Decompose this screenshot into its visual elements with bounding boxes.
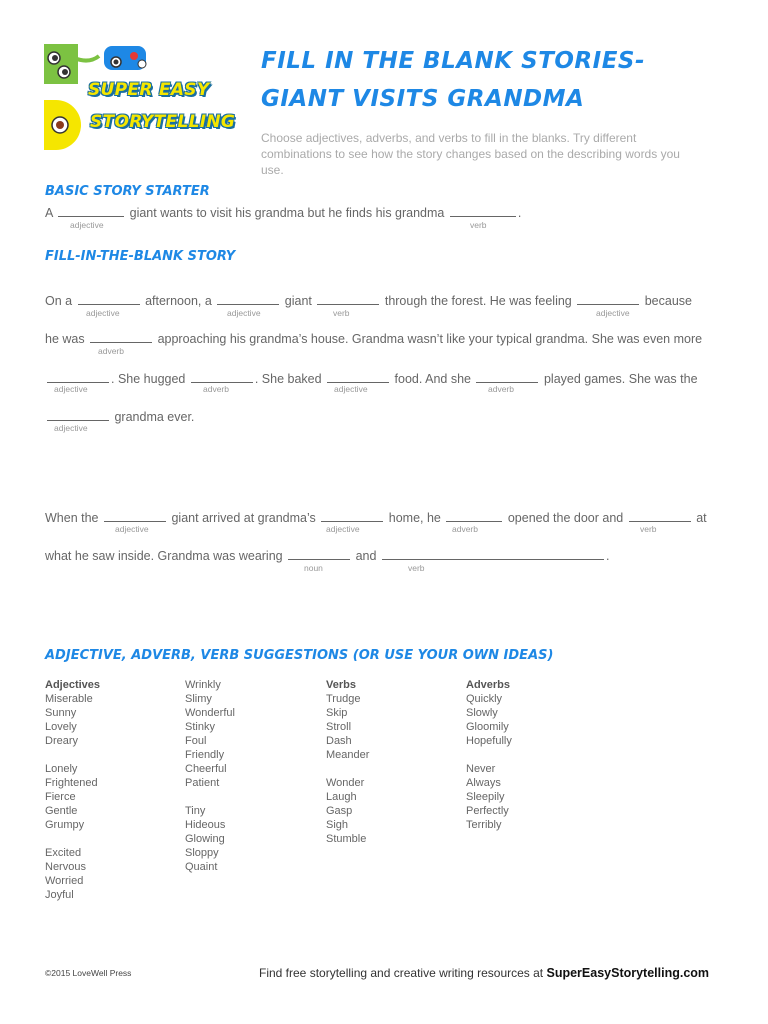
text: .: [605, 549, 610, 563]
text: what he saw inside. Grandma was wearing: [45, 549, 283, 563]
blank-field[interactable]: [217, 293, 279, 305]
footer-text: [259, 966, 709, 980]
suggestion-word: Dash: [326, 735, 352, 747]
text: through the forest. He was feeling: [384, 294, 572, 308]
adjectives-column-2: [185, 678, 235, 874]
suggestion-word: Quickly: [466, 693, 503, 705]
section-heading-story: FILL-IN-THE-BLANK STORY: [45, 249, 236, 264]
text: On a: [45, 294, 73, 308]
suggestion-word: Wrinkly: [185, 679, 221, 691]
text: he was: [45, 332, 85, 346]
text: at: [696, 511, 707, 525]
suggestion-word: Miserable: [45, 693, 93, 705]
verbs-column: [326, 678, 369, 846]
blank-field[interactable]: [191, 371, 253, 383]
suggestion-word: Excited: [45, 847, 82, 859]
intro-text: Choose adjectives, adverbs, and verbs to fill in the blanks. Try different combinations to see how the story changes based on the describing words you use.: [261, 131, 680, 177]
blank-field[interactable]: [78, 293, 140, 305]
logo-line2: STORYTELLING: [90, 112, 236, 132]
adjectives-column-1: [45, 678, 100, 902]
blank-field[interactable]: [47, 371, 109, 383]
suggestion-word: Patient: [185, 777, 220, 789]
suggestion-word: Quaint: [185, 861, 218, 873]
suggestion-word: Lonely: [45, 763, 78, 775]
suggestion-word: Dreary: [45, 735, 79, 747]
text: food. And she: [394, 372, 471, 386]
copyright: ©2015 LoveWell Press: [45, 968, 132, 978]
column-heading: Verbs: [326, 679, 356, 691]
starter-line: [45, 205, 521, 220]
blank-field[interactable]: [450, 205, 516, 217]
blank-field[interactable]: [47, 409, 109, 421]
monster-eyes-icon: [44, 44, 154, 84]
text: grandma ever.: [114, 410, 195, 424]
text: A: [45, 206, 53, 220]
story-line-3: [45, 371, 698, 386]
column-heading: Adjectives: [45, 679, 101, 691]
suggestion-word: Nervous: [45, 861, 86, 873]
story-line-6: [45, 548, 609, 563]
suggestion-word: Stinky: [185, 721, 215, 733]
blank-field[interactable]: [104, 510, 166, 522]
text: because: [644, 294, 692, 308]
blank-hint: adjective: [54, 384, 88, 394]
logo: [44, 44, 244, 152]
footer-message: Find free storytelling and creative writing resources at: [259, 966, 544, 980]
text: approaching his grandma’s house. Grandma wasn’t like your typical grandma. She was even more: [157, 332, 703, 346]
blank-hint: verb: [408, 563, 425, 573]
text: giant wants to visit his grandma but he finds his grandma: [129, 206, 445, 220]
blank-field[interactable]: [327, 371, 389, 383]
column-heading: Adverbs: [466, 679, 511, 691]
story-line-4: [45, 409, 194, 424]
suggestion-word: Sunny: [45, 707, 77, 719]
suggestion-word: Trudge: [326, 693, 361, 705]
suggestion-word: Tiny: [185, 805, 206, 817]
text: giant: [284, 294, 312, 308]
list-spacer: [466, 748, 512, 762]
suggestion-word: Lovely: [45, 721, 77, 733]
blank-hint: verb: [640, 524, 657, 534]
page-title-line1: FILL IN THE BLANK STORIES-: [261, 48, 646, 74]
blank-hint: adjective: [334, 384, 368, 394]
suggestion-word: Always: [466, 777, 501, 789]
suggestion-word: Skip: [326, 707, 348, 719]
suggestion-word: Gasp: [326, 805, 353, 817]
text: . She baked: [254, 372, 322, 386]
suggestion-word: Gentle: [45, 805, 78, 817]
suggestion-word: Hideous: [185, 819, 226, 831]
adverbs-column: [466, 678, 512, 832]
blank-hint: verb: [333, 308, 350, 318]
suggestion-word: Glowing: [185, 833, 225, 845]
text: When the: [45, 511, 99, 525]
suggestion-word: Stroll: [326, 721, 352, 733]
list-spacer: [45, 832, 100, 846]
text: home, he: [388, 511, 441, 525]
blank-field[interactable]: [317, 293, 379, 305]
suggestion-word: Cheerful: [185, 763, 227, 775]
text: . She hugged: [111, 372, 186, 386]
blank-hint: adjective: [54, 423, 88, 433]
story-line-5: [45, 510, 707, 525]
blank-field[interactable]: [476, 371, 538, 383]
suggestion-word: Hopefully: [466, 735, 512, 747]
suggestion-word: Wonderful: [185, 707, 235, 719]
blank-hint: adverb: [203, 384, 229, 394]
suggestion-word: Sloppy: [185, 847, 219, 859]
suggestion-word: Frightened: [45, 777, 98, 789]
footer-site-link[interactable]: SuperEasyStorytelling.com: [546, 966, 710, 980]
blank-hint: noun: [304, 563, 323, 573]
suggestion-word: Perfectly: [466, 805, 509, 817]
blank-hint: verb: [470, 220, 487, 230]
suggestion-word: Never: [466, 763, 496, 775]
story-line-2: [45, 331, 702, 346]
logo-line1: SUPER EASY: [88, 80, 210, 100]
text: played games. She was the: [543, 372, 698, 386]
list-spacer: [326, 762, 369, 776]
blank-field[interactable]: [321, 510, 383, 522]
suggestion-word: Worried: [45, 875, 84, 887]
blank-field[interactable]: [288, 548, 350, 560]
logo-d-icon: [44, 100, 84, 150]
text: giant arrived at grandma’s: [171, 511, 316, 525]
text: opened the door and: [507, 511, 624, 525]
blank-field[interactable]: [577, 293, 639, 305]
blank-hint: adjective: [326, 524, 360, 534]
text: afternoon, a: [145, 294, 212, 308]
suggestion-word: Friendly: [185, 749, 225, 761]
blank-hint: adjective: [596, 308, 630, 318]
suggestion-word: Slowly: [466, 707, 498, 719]
section-heading-starter: BASIC STORY STARTER: [45, 184, 210, 199]
list-spacer: [185, 790, 235, 804]
list-spacer: [45, 748, 100, 762]
blank-field[interactable]: [629, 510, 691, 522]
blank-hint: adverb: [488, 384, 514, 394]
blank-hint: adverb: [98, 346, 124, 356]
blank-field[interactable]: [90, 331, 152, 343]
suggestion-word: Stumble: [326, 833, 367, 845]
suggestion-word: Slimy: [185, 693, 212, 705]
suggestion-word: Fierce: [45, 791, 76, 803]
text: .: [517, 206, 522, 220]
story-line-1: [45, 293, 692, 308]
suggestion-word: Gloomily: [466, 721, 509, 733]
section-heading-suggestions: ADJECTIVE, ADVERB, VERB SUGGESTIONS (OR USE YOUR OWN IDEAS): [45, 648, 554, 663]
suggestion-word: Wonder: [326, 777, 365, 789]
suggestion-word: Terribly: [466, 819, 502, 831]
blank-hint: adjective: [227, 308, 261, 318]
page-title-line2: GIANT VISITS GRANDMA: [261, 86, 585, 112]
blank-hint: adjective: [86, 308, 120, 318]
text: and: [355, 549, 377, 563]
blank-field[interactable]: [382, 548, 604, 560]
suggestion-word: Joyful: [45, 889, 74, 901]
suggestion-word: Meander: [326, 749, 370, 761]
suggestion-word: Foul: [185, 735, 207, 747]
blank-hint: adjective: [115, 524, 149, 534]
suggestion-word: Grumpy: [45, 819, 85, 831]
suggestion-word: Laugh: [326, 791, 357, 803]
blank-field[interactable]: [446, 510, 502, 522]
blank-hint: adjective: [70, 220, 104, 230]
suggestion-word: Sleepily: [466, 791, 505, 803]
suggestion-word: Sigh: [326, 819, 349, 831]
blank-hint: adverb: [452, 524, 478, 534]
blank-field[interactable]: [58, 205, 124, 217]
